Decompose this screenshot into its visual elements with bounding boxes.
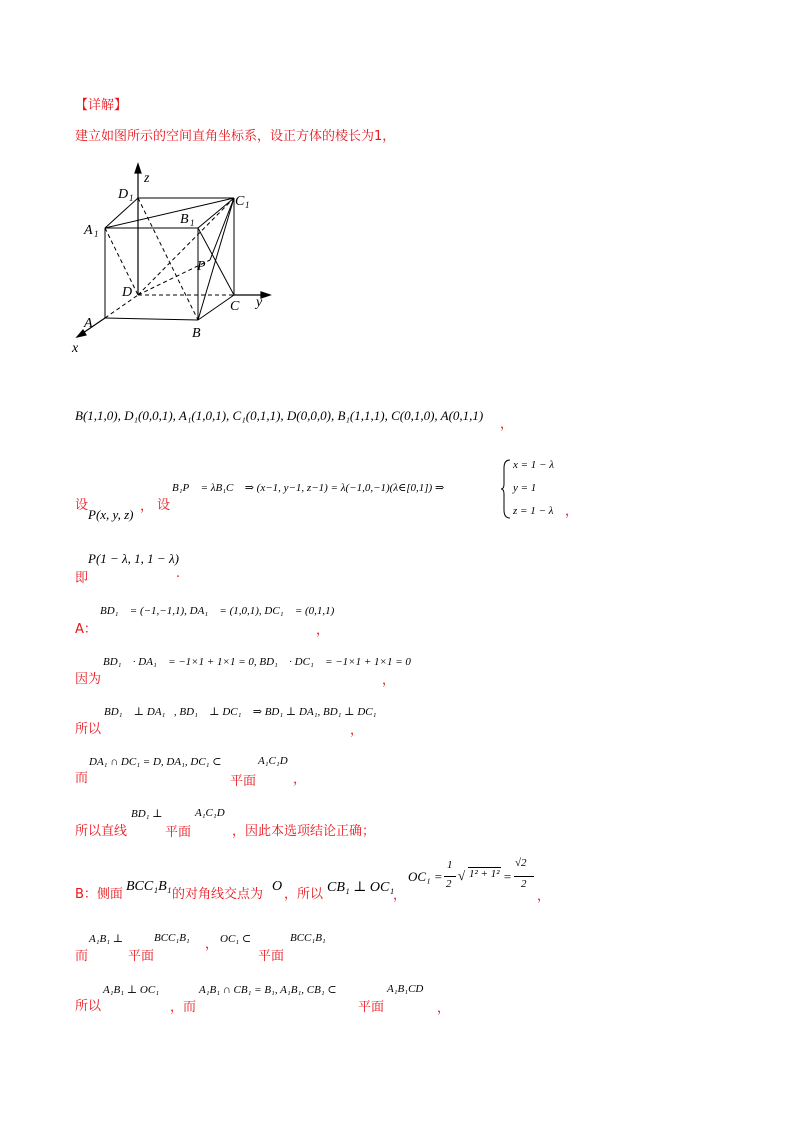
option-a-vectors: BD₁⃗ = (−1,−1,1), DA₁⃗ = (1,0,1), DC₁⃗ = (0,1,1) <box>100 605 335 617</box>
section-heading: 【详解】 <box>75 98 128 113</box>
er-plane-name: BCC₁B₁ <box>154 932 190 944</box>
conclusion-label: 所以直线 <box>75 824 128 839</box>
root2-bar <box>514 876 534 877</box>
option-b-label: B：侧面 <box>75 887 123 902</box>
sqrt-symbol: √ <box>458 868 466 883</box>
point-p-xyz: P(x, y, z) <box>88 507 134 522</box>
edge-A-B <box>105 318 198 320</box>
root2-denominator: 2 <box>521 878 527 890</box>
z-arrow <box>135 164 141 173</box>
set-label-1: 设 <box>75 498 89 513</box>
label-C1-sub: 1 <box>245 200 250 210</box>
cube-figure <box>70 160 290 360</box>
option-b-perp: CB₁ ⊥ OC₁ <box>327 880 395 895</box>
hidden-D1-B <box>138 198 198 320</box>
b-so-mid: ，而 <box>170 1000 197 1015</box>
option-b-face: BCC₁B₁ <box>126 879 172 894</box>
option-a-label: A： <box>75 622 97 637</box>
half-denominator: 2 <box>446 878 452 890</box>
sqrt-body: 1² + 1² <box>469 868 500 880</box>
and-plane-word: 平面 <box>230 774 257 789</box>
y-arrow <box>261 292 270 298</box>
label-D: D <box>122 285 133 300</box>
label-B1-sub: 1 <box>190 218 195 228</box>
label-x: x <box>72 341 79 356</box>
case-brace <box>500 458 512 520</box>
option-b-point-o: O <box>272 879 283 894</box>
label-D1-sub: 1 <box>129 193 134 203</box>
label-P: P <box>197 259 206 274</box>
coords-comma: ， <box>500 417 514 432</box>
label-A1: A <box>84 223 93 238</box>
intro-text: 建立如图所示的空间直角坐标系，设正方体的棱长为1， <box>75 129 396 144</box>
because-label: 因为 <box>75 672 102 687</box>
option-b-comma: ， <box>393 888 407 903</box>
option-b-text1: 的对角线交点为 <box>172 887 264 902</box>
label-D1: D <box>118 187 129 202</box>
er-mid: ， <box>205 937 219 952</box>
edge-B-C <box>198 295 234 320</box>
case-x: x = 1 − λ <box>513 459 554 471</box>
and-plane-name: A₁C₁D <box>258 755 288 767</box>
coordinates-line: B(1,1,0), D₁(0,0,1), A₁(1,0,1), C₁(0,1,1), D(0,0,0), B₁(1,1,1), C(0,1,0), A(0,1,1) <box>75 408 484 423</box>
vector-equation: B₁P⃗ = λB₁C⃗ ⇒ (x−1, y−1, z−1) = λ(−1,0,−1)(λ∈[0,1]) ⇒ <box>172 482 445 494</box>
ji-label: 即 <box>75 571 89 586</box>
b-so-end: ， <box>437 1001 451 1016</box>
b-so-expression-2: A₁B₁ ∩ CB₁ = B₁, A₁B₁, CB₁ ⊂ <box>199 984 337 996</box>
set-label-2: 设 <box>157 498 171 513</box>
half-numerator: 1 <box>447 859 453 871</box>
er-label: 而 <box>75 949 89 964</box>
er-expression-2: OC₁ ⊂ <box>220 933 252 945</box>
case-z: z = 1 − λ <box>513 505 554 517</box>
and-label: 而 <box>75 771 89 786</box>
b-so-plane-word: 平面 <box>358 1000 385 1015</box>
conclusion-text: ，因此本选项结论正确； <box>232 824 376 839</box>
b-so-label: 所以 <box>75 999 102 1014</box>
label-B: B <box>192 326 201 341</box>
er-expression: A₁B₁ ⊥ <box>89 933 124 945</box>
x-arrow <box>77 330 86 337</box>
label-C: C <box>230 299 240 314</box>
oc1-equals: = <box>503 869 512 884</box>
b-so-expression: A₁B₁ ⊥ OC₁ <box>103 984 160 996</box>
so-comma: ， <box>350 723 364 738</box>
conclusion-plane-word: 平面 <box>165 825 192 840</box>
root2-numerator: √2 <box>515 857 527 869</box>
because-comma: ， <box>382 673 396 688</box>
ji-expression: P(1 − λ, 1, 1 − λ) <box>88 551 179 566</box>
half-bar <box>444 876 456 877</box>
because-expression: BD₁⃗ · DA₁⃗ = −1×1 + 1×1 = 0, BD₁⃗ · DC₁⃗ = −1×1 + 1×1 = 0 <box>103 656 411 668</box>
label-C1: C <box>235 194 245 209</box>
er-plane-name-2: BCC₁B₁ <box>290 932 326 944</box>
so-expression: BD₁⃗ ⊥ DA₁⃗, BD₁⃗ ⊥ DC₁⃗ ⇒ BD₁ ⊥ DA₁, BD₁ ⊥ DC₁ <box>104 706 377 718</box>
conclusion-expression: BD₁ ⊥ <box>131 808 163 820</box>
line-P-C1 <box>210 198 234 260</box>
label-B1: B <box>180 212 189 227</box>
conclusion-plane-name: A₁C₁D <box>195 807 225 819</box>
oc1-lhs: OC₁ = <box>408 869 443 884</box>
line-A1-C1 <box>105 198 234 228</box>
er-plane-word-2: 平面 <box>258 949 285 964</box>
option-a-comma: ， <box>316 623 330 638</box>
and-expression: DA₁ ∩ DC₁ = D, DA₁, DC₁ ⊂ <box>89 756 222 768</box>
label-A: A <box>84 316 93 331</box>
oc1-end: ， <box>537 889 551 904</box>
er-plane-word: 平面 <box>128 949 155 964</box>
set-end: ， <box>565 504 579 519</box>
ji-end: . <box>176 566 181 581</box>
case-y: y = 1 <box>513 482 537 494</box>
option-b-text2: ，所以 <box>284 887 324 902</box>
label-y: y <box>256 295 263 310</box>
and-comma: ， <box>293 772 307 787</box>
label-A1-sub: 1 <box>94 229 99 239</box>
label-z: z <box>144 171 150 186</box>
so-label: 所以 <box>75 722 102 737</box>
b-so-plane-name: A₁B₁CD <box>387 983 424 995</box>
set-separator: ， <box>140 499 154 514</box>
